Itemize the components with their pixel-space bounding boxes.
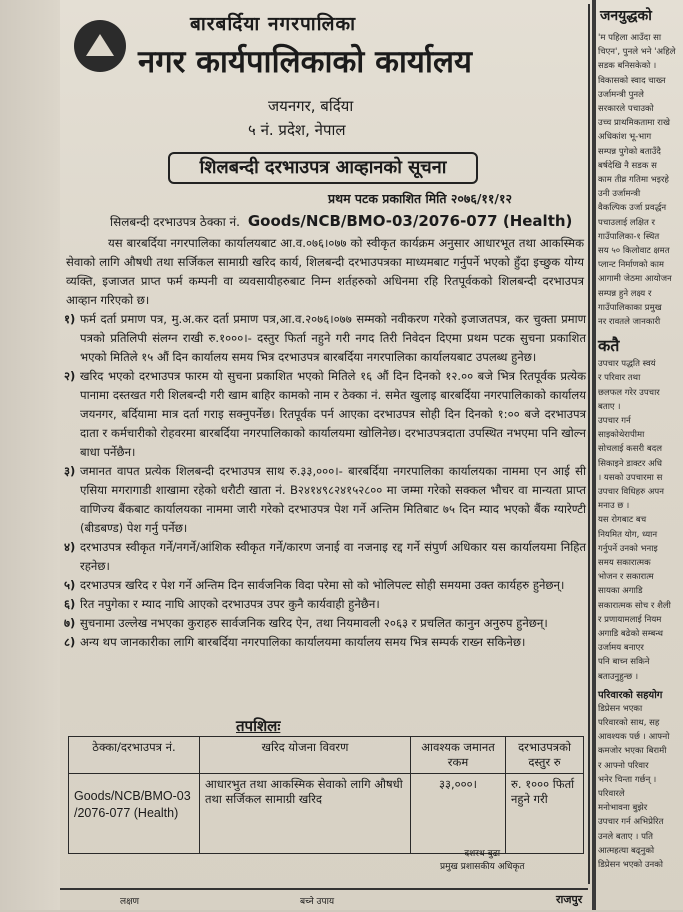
term-item xyxy=(64,576,586,595)
term-text: दरभाउपत्र स्वीकृत गर्ने/नगर्ने/आंशिक स्वीकृत गर्ने/कारण जनाई वा नजनाइ रद्द गर्ने संपुर्ण अधिकार यस कार्यालयमा निहित रहनेछ। xyxy=(80,540,586,573)
column-line: उनी उर्जामन्त्री xyxy=(598,189,641,200)
column-line: नियमित योग, ध्यान xyxy=(598,529,658,540)
column-line: सायका अगाडि xyxy=(598,586,643,597)
office-name: नगर कार्यपालिकाको कार्यालय xyxy=(138,44,472,80)
column-line: नर रावतले जानकारी xyxy=(598,317,661,327)
column-line: पचाउलाई लक्षित र xyxy=(598,217,656,228)
column-line: छलफल गरेर उपचार xyxy=(598,387,660,398)
municipality-name: बारबर्दिया नगरपालिका xyxy=(190,13,356,35)
term-item xyxy=(64,614,586,633)
column-line: सरकारले पचाउको xyxy=(598,104,654,114)
column-line: मनोभावना बुझेर xyxy=(598,803,648,814)
footer-mid-text: बच्ने उपाय xyxy=(300,897,335,907)
term-text: सुचनामा उल्लेख नभएका कुराहरु सार्वजनिक खरिद ऐन, तथा नियमावली २०६३ र प्रचलित कानुन अनुरुप हुनेछन्। xyxy=(80,616,548,630)
column-line: यस रोगबाट बच xyxy=(598,515,647,526)
column-line: गाउँपालिकाका प्रमुख xyxy=(598,302,662,313)
column-line: डिप्रेसन भएका xyxy=(598,703,643,714)
term-number: ५) xyxy=(64,578,76,592)
column-line: उच्च प्राथमिकतामा राखे xyxy=(598,118,670,129)
column-line: र परिवार तथा xyxy=(598,373,641,384)
term-number: ८) xyxy=(64,635,76,649)
column-line: अधिकांश भू-भाग xyxy=(598,132,652,143)
column-line: र प्रणायामलाई नियम xyxy=(598,614,662,625)
schedule-table xyxy=(68,736,584,854)
column-subheading: कतै xyxy=(598,336,620,356)
column-line: सिकाइने डाक्टर अधि xyxy=(598,458,663,469)
column-line: गर्नुपर्ने उनको भनाइ xyxy=(598,543,658,554)
column-heading: जनयुद्धको xyxy=(600,8,652,24)
reference-line xyxy=(110,212,572,230)
reference-number: Goods/NCB/BMO-03/2076-077 (Health) xyxy=(247,212,573,230)
column-line: चिएन', पुनले भने 'अहिले xyxy=(598,47,676,58)
reference-label: सिलबन्दी दरभाउपत्र ठेक्का नं. xyxy=(110,215,240,229)
column-line: सम्पन्न पुगेको बताउँदै xyxy=(598,146,661,157)
column-line: अगाडि बढेको सम्बन्ध xyxy=(598,629,663,639)
cell-fee: रु. १००० फिर्ता नहुने गरी xyxy=(506,774,584,854)
column-line: उर्जामन्त्री पुनले xyxy=(598,89,644,100)
signatory-title: प्रमुख प्रशासकीय अधिकृत xyxy=(440,862,525,872)
footer-right-text: राजपुर xyxy=(556,893,583,906)
column-line: साइकोथेरापीमा xyxy=(598,430,645,441)
col-header-deposit: आवश्यक जमानत रकम xyxy=(411,737,506,774)
term-text: दरभाउपत्र खरिद र पेश गर्ने अन्तिम दिन सार्वजनिक विदा परेमा सो को भोलिपल्ट सोही समयमा उक्त कार्यहरु हुनेछन्। xyxy=(80,578,565,592)
term-text: अन्य थप जानकारीका लागि बारबर्दिया नगरपालिका कार्यालयमा कार्यालय समय भित्र सम्पर्क राख्न सकिनेछ। xyxy=(80,635,526,649)
column-line: आत्महत्या बढ्नुको xyxy=(598,845,655,856)
term-text: रित नपुगेका र म्याद नाघि आएको दरभाउपत्र उपर कुनै कार्यवाही हुनेछैन। xyxy=(80,597,380,611)
column-line: सडक बनिसकेको । xyxy=(598,61,657,72)
column-line: काम तीव्र गतिमा भइरहे xyxy=(598,175,669,185)
column-line: समय सकारात्मक xyxy=(598,558,651,568)
term-number: ३) xyxy=(64,464,76,478)
column-line: डिप्रेसन भएको उनको xyxy=(598,860,663,870)
terms-list xyxy=(64,310,586,652)
column-line: बताउनुहुन्छ । xyxy=(598,671,639,682)
column-line: उर्जामय बनाएर xyxy=(598,643,644,654)
term-number: ७) xyxy=(64,616,76,630)
term-item xyxy=(64,310,586,367)
address-line-1: जयनगर, बर्दिया xyxy=(268,97,354,115)
column-line: आवश्यक पर्छ । आफ्नो xyxy=(598,732,670,743)
cell-ref: Goods/NCB/BMO-03 /2076-077 (Health) xyxy=(69,774,200,854)
column-line: परिवारले xyxy=(598,789,625,799)
adjacent-news-column xyxy=(592,0,683,910)
column-line: उनले बताए । पति xyxy=(598,831,653,842)
column-line: गाउँपालिका-१ स्थित xyxy=(598,231,660,242)
column-line: बताए । xyxy=(598,401,621,412)
column-divider xyxy=(592,0,596,910)
term-item xyxy=(64,633,586,652)
column-line: सोचलाई कसरी बदल xyxy=(598,444,662,455)
term-text: फर्म दर्ता प्रमाण पत्र, मु.अ.कर दर्ता प्रमाण पत्र,आ.व.२०७६।०७७ सम्मको नवीकरण गरेको इजाजतपत्र, कर चुक्ता प्रमाण पत्रको प्रतिलिपी संलग्न राखी रु.१०००।- दस्तुर फिर्ता नहुने गरी नगद तिरी निवेदन दिएमा प्रथम पटक सुचना प्रकाशित भएको मितिले १५ औं दिन कार्यालय समय भित्र दरभाउपत्र बारबर्दिया नगरपालिका कार्यालयबाट उपलब्ध हुनेछ। xyxy=(80,312,586,364)
footer-left-text: लक्षण xyxy=(120,897,140,907)
column-line: पनि बाच्न सकिने xyxy=(598,657,650,668)
government-emblem-icon xyxy=(74,20,126,72)
column-line: बर्षदेखि नै सडक स xyxy=(598,160,657,171)
intro-paragraph: यस बारबर्दिया नगरपालिका कार्यालयबाट आ.व.०७६।०७७ को स्वीकृत कार्यक्रम अनुसार आधारभूत तथा आकस्मिक सेवाको लागि औषधी तथा सर्जिकल सामाग्री खरिद कार्य, शिलबन्दी दरभाउपत्रका माध्यमबाट गर्नुपर्ने भएको हुँदा इच्छुक योग्य व्यक्ति, इजाजत प्राप्त फर्म कम्पनी वा व्यवसायीहरुबाट निम्न शर्तहरुको अधिनमा रहि रितपूर्वकको शिलबन्दी दरभाउपत्र आव्हान गरिएको छ। xyxy=(66,236,584,307)
column-line: वैकल्पिक उर्जा प्रवर्द्धन xyxy=(598,203,667,214)
column-line: कमजोर भएका बिरामी xyxy=(598,746,667,757)
column-line: सय ५० किलोवाट क्षमत xyxy=(598,246,670,256)
column-line: उपचार विधिहरु अपन xyxy=(598,487,664,497)
term-item xyxy=(64,538,586,576)
schedule-title: तपशिलः xyxy=(236,717,281,735)
address-line-2: ५ नं. प्रदेश, नेपाल xyxy=(248,121,346,139)
term-text: खरिद भएको दरभाउपत्र फारम यो सुचना प्रकाशित भएको मितिले १६ औं दिन दिनको १२.०० बजे भित्र रितपूर्वक प्रत्येक पानामा दस्तखत गरी शिलबन्दी गरी खाम बाहिर कामको नाम र ठेक्का नं. समेत खुलाइ बारबर्दिया नगरपालिकाको कार्यालय जयनगर, बर्दियामा मात्र दर्ता गराइ सक्नुपर्नेछ। रितपूर्वक पर्न आएका दरभाउपत्र सोही दिन दिनको १:०० बजे दरभाउपत्र दाता र कर्मचारीको रोहवरमा बारबर्दिया नगरपालिकाको कार्यालयमा खोलिनेछ। दरभाउपत्रदाता उपस्थित नभएमा पनि खोल्न बाधा पर्नेछैन। xyxy=(80,369,586,459)
table-row xyxy=(69,774,584,854)
column-line: उपचार गर्न अभिप्रेरित xyxy=(598,817,664,828)
column-line: विकासको स्वाद चाख्न xyxy=(598,75,666,86)
column-line: 'म पहिला आउँदा सा xyxy=(598,33,662,43)
term-text: जमानत वापत प्रत्येक शिलबन्दी दरभाउपत्र साथ रु.३३,०००।- बारबर्दिया नगरपालिका कार्यालयका नाममा एन आई सी एसिया मगरागाडी शाखामा रहेको धरौटी खाता नं. B२४१४९८२४१५२८०० मा जम्मा गरेको सक्कल भौचर वा मान्यता प्राप्त वाणिज्य बैंकबाट कार्यालयका नाममा जारी गरेको दरभाउपत्र पेश गर्ने अन्तिम मितिबाट ७५ दिन म्याद भएको बैंक ग्यारेण्टी (बीडबण्ड) पेश गर्नु पर्नेछ। xyxy=(80,464,586,535)
column-line: भनेर चिन्ता गर्छन् । xyxy=(598,774,657,785)
term-number: २) xyxy=(64,369,76,383)
left-margin xyxy=(0,0,60,910)
term-number: १) xyxy=(64,312,76,326)
table-header-row xyxy=(69,737,584,774)
col-header-ref: ठेक्का/दरभाउपत्र नं. xyxy=(69,737,200,774)
publication-date: प्रथम पटक प्रकाशित मिति २०७६/११/१२ xyxy=(328,191,513,206)
column-line: प्लान्ट निर्माणको काम xyxy=(598,260,664,271)
term-number: ६) xyxy=(64,597,76,611)
signatory-name: दशरथ बुढा xyxy=(464,849,501,859)
term-item xyxy=(64,462,586,538)
col-header-fee: दरभाउपत्रको दस्तुर रु xyxy=(506,737,584,774)
column-line: परिवारको साथ, सह xyxy=(598,718,660,728)
column-line: र आफ्नो परिवार xyxy=(598,760,649,771)
column-line: भोजन र सकारात्म xyxy=(598,572,654,583)
term-item xyxy=(64,367,586,462)
column-subheading: परिवारको सहयोग xyxy=(598,689,663,701)
col-header-desc: खरिद योजना विवरण xyxy=(200,737,411,774)
column-line: आगामी जेठमा आयोजन xyxy=(598,274,672,285)
column-line: मनाउ छ । xyxy=(598,501,630,512)
column-line: । यसको उपचारमा स xyxy=(598,472,663,483)
notice-subject: शिलबन्दी दरभाउपत्र आव्हानको सूचना xyxy=(168,152,478,184)
term-number: ४) xyxy=(64,540,76,554)
cell-desc: आधारभुत तथा आकस्मिक सेवाको लागि औषधी तथा सर्जिकल सामाग्री खरिद xyxy=(200,774,411,854)
column-line: सम्पन्न हुने लक्ष्य र xyxy=(598,288,652,299)
term-item xyxy=(64,595,586,614)
column-line: उपचार पद्धति स्वयं xyxy=(598,359,656,370)
column-line: उपचार गर्न xyxy=(598,416,631,426)
cell-deposit: ३३,०००। xyxy=(411,774,506,854)
column-line: सकारात्मक सोच र शैली xyxy=(598,600,671,611)
signature-block xyxy=(440,848,525,874)
